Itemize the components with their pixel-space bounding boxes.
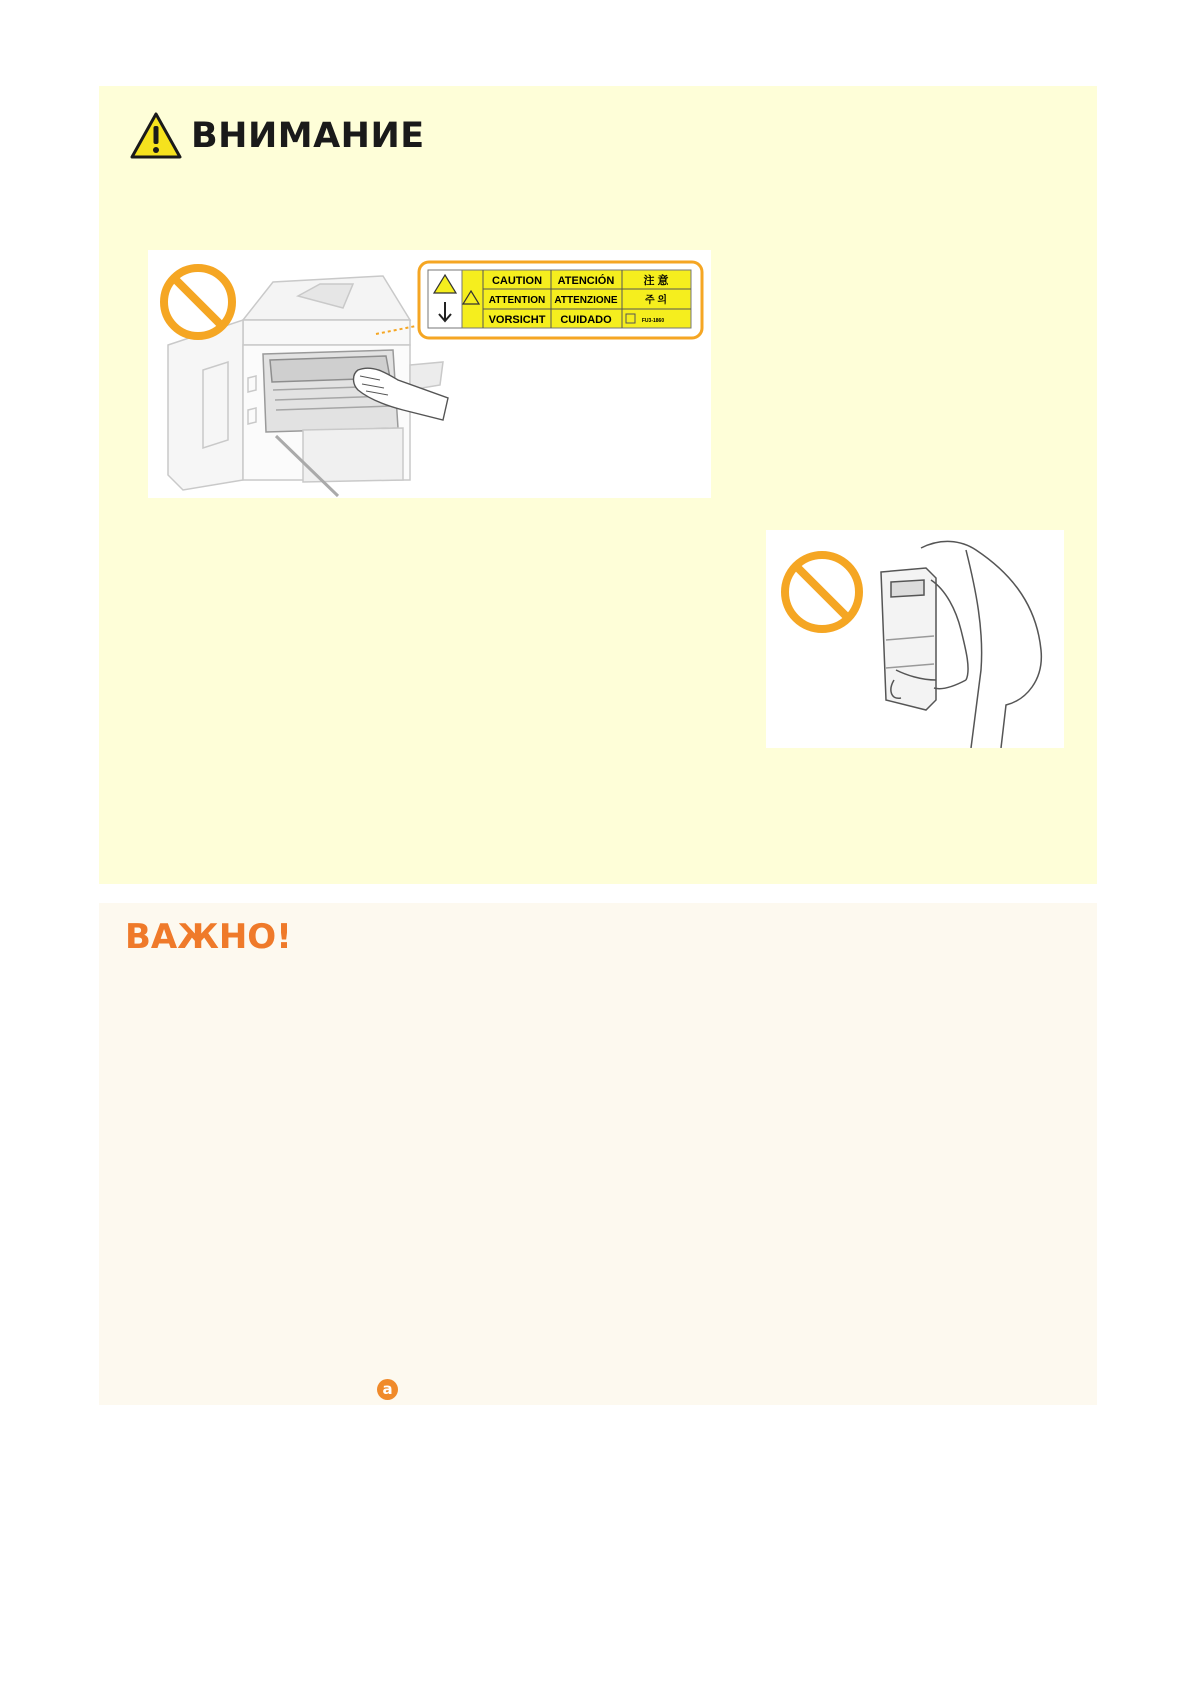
svg-text:CAUTION: CAUTION <box>491 275 543 287</box>
warning-icon <box>129 111 183 161</box>
caution-title: ВНИМАНИЕ <box>191 116 425 156</box>
important-box <box>99 903 1097 1405</box>
svg-text:ATENCIÓN: ATENCIÓN <box>557 275 615 287</box>
svg-text:ATTENTION: ATTENTION <box>488 295 546 306</box>
callout-a-marker: a <box>377 1379 398 1400</box>
prohibition-icon <box>164 268 232 336</box>
svg-text:VORSICHT: VORSICHT <box>488 314 546 326</box>
prohibition-icon <box>785 555 859 629</box>
carrying-printer-illustration <box>766 530 1064 748</box>
warning-label <box>419 262 702 338</box>
caution-box <box>99 86 1097 884</box>
printer-fuser-illustration <box>148 250 711 498</box>
important-title: ВАЖНО! <box>125 917 292 957</box>
svg-text:ATTENZIONE: ATTENZIONE <box>554 295 618 306</box>
svg-text:FU3-1860: FU3-1860 <box>641 318 665 324</box>
svg-text:주 의: 주 의 <box>644 295 668 306</box>
svg-text:CUIDADO: CUIDADO <box>560 314 612 326</box>
svg-text:注 意: 注 意 <box>643 275 669 287</box>
caution-header <box>129 106 425 166</box>
